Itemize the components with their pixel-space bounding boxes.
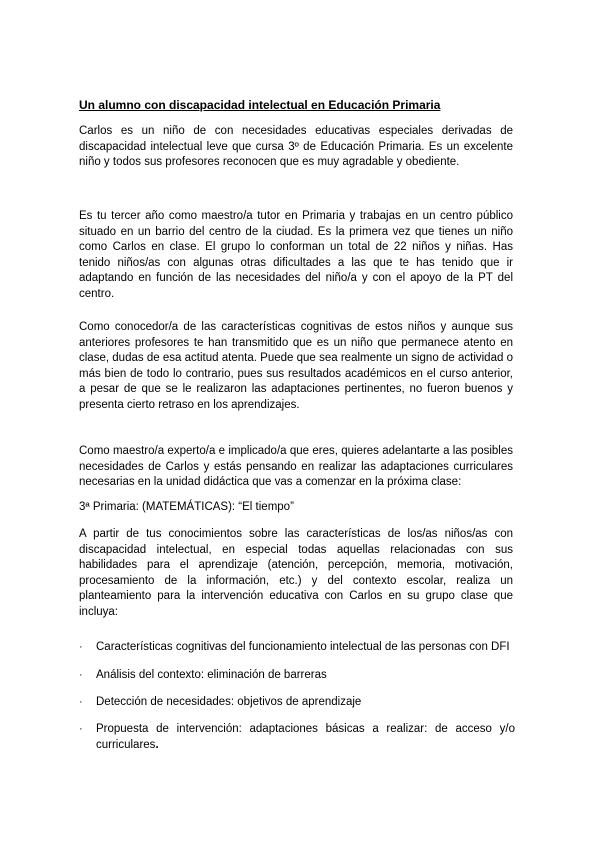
- paragraph-context: Es tu tercer año como maestro/a tutor en Primaria y trabajas en un centro público situado en un barrio del centro de la ciudad. Es la primera vez que tienes un niño como Carlos en clase. El grupo lo conforman un total de 22 niños y niñas. Has tenido niños/as con algunas otras dificultades a las que te has tenido que ir adaptando en función de las necesidades del niño/a y con el apoyo de la PT del centro.: [79, 210, 513, 300]
- paragraph-unit: 3ª Primaria: (MATEMÁTICAS): “El tiempo”: [79, 501, 294, 513]
- paragraph-intro: Carlos es un niño de con necesidades educativas especiales derivadas de discapacidad intelectual leve que cursa 3º de Educación Primaria. Es un excelente niño y todos sus profesores reconocen que es muy agradable y obediente.: [79, 125, 513, 169]
- list-item: [79, 668, 515, 684]
- list-item: [79, 640, 515, 656]
- bullet-marker: ·: [79, 641, 83, 653]
- list-item-text: Características cognitivas del funcionamiento intelectual de las personas con DFI: [96, 641, 510, 653]
- list-item-text: Análisis del contexto: eliminación de barreras: [96, 669, 327, 681]
- list-item: [79, 695, 515, 711]
- list-item-text: Detección de necesidades: objetivos de aprendizaje: [96, 696, 362, 708]
- bullet-marker: ·: [79, 669, 83, 681]
- bullet-marker: ·: [79, 696, 83, 708]
- document-title: Un alumno con discapacidad intelectual en Educación Primaria: [79, 98, 441, 112]
- list-item: [79, 722, 515, 753]
- list-item-text: Propuesta de intervención: adaptaciones básicas a realizar: de acceso y/o curriculares: [96, 723, 515, 751]
- paragraph-instructions: A partir de tus conocimientos sobre las características de los/as niños/as con discapacidad intelectual, en especial todas aquellas relacionadas con sus habilidades para el aprendizaje (atención, percepción, memoria, motivación, procesamiento de la información, etc.) y del contexto escolar, realiza un planteamiento para la intervención educativa con Carlos en su grupo clase que incluya:: [79, 528, 513, 618]
- list-item-text-wrapper: [96, 722, 515, 753]
- bullet-marker: ·: [79, 723, 83, 735]
- paragraph-task: Como maestro/a experto/a e implicado/a que eres, quieres adelantarte a las posibles necesidades de Carlos y estás pensando en realizar las adaptaciones curriculares necesarias en la unidad didáctica que vas a comenzar en la próxima clase:: [79, 445, 513, 489]
- final-period: .: [155, 738, 159, 751]
- paragraph-observation: Como conocedor/a de las características cognitivas de estos niños y aunque sus anteriores profesores te han transmitido que es un niño que permanece atento en clase, dudas de esa actitud atenta. Puede que sea realmente un signo de actividad o más bien de todo lo contrario, pues sus resultados académicos en el curso anterior, a pesar de que se le realizaron las adaptaciones pertinentes, no fueron buenos y presenta cierto retraso en los aprendizajes.: [79, 321, 513, 411]
